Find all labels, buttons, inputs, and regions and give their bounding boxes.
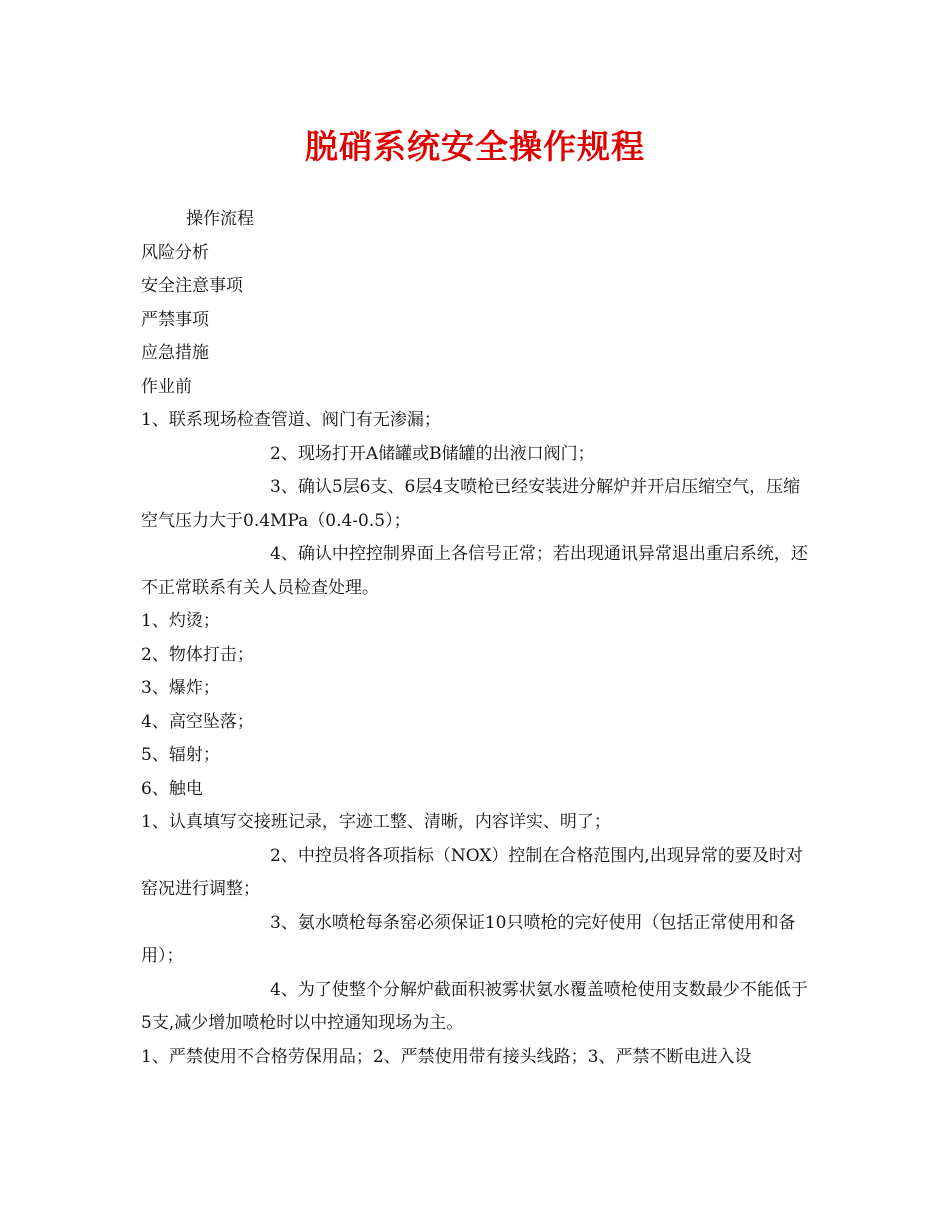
paragraph: 1、严禁使用不合格劳保用品；2、严禁使用带有接头线路；3、严禁不断电进入设 — [141, 1046, 752, 1067]
paragraph: 安全注意事项 — [141, 276, 243, 296]
paragraph: 5、辐射； — [141, 745, 220, 765]
document-title: 脱硝系统安全操作规程 — [305, 127, 645, 166]
paragraph: 3、氨水喷枪每条窑必须保证10只喷枪的完好使用（包括正常使用和备用）； — [141, 912, 796, 966]
paragraph: 4、确认中控控制界面上各信号正常；若出现通讯异常退出重启系统，还不正常联系有关人员检查处理。 — [141, 544, 808, 598]
paragraph: 1、联系现场检查管道、阀门有无渗漏； — [141, 410, 441, 430]
paragraph: 2、现场打开A储罐或B储罐的出液口阀门； — [270, 443, 595, 464]
paragraph: 4、高空坠落； — [141, 711, 254, 732]
paragraph: 严禁事项 — [141, 309, 209, 330]
paragraph: 6、触电 — [141, 778, 203, 799]
paragraph: 3、爆炸； — [141, 678, 220, 698]
paragraph: 2、物体打击； — [141, 644, 254, 665]
document-body — [141, 203, 811, 1074]
paragraph: 1、认真填写交接班记录，字迹工整、清晰，内容详实、明了； — [141, 812, 611, 832]
paragraph: 3、确认5层6支、6层4支喷枪已经安装进分解炉并开启压缩空气，压缩空气压力大于0.4MPa（0.4-0.5）； — [141, 477, 801, 531]
paragraph: 作业前 — [141, 376, 192, 397]
paragraph: 风险分析 — [141, 242, 209, 263]
paragraph: 操作流程 — [186, 209, 254, 229]
paragraph: 应急措施 — [141, 343, 209, 363]
paragraph: 2、中控员将各项指标（NOX）控制在合格范围内,出现异常的要及时对窑况进行调整； — [141, 845, 803, 899]
paragraph: 4、为了使整个分解炉截面积被雾状氨水覆盖喷枪使用支数最少不能低于5支,减少增加喷枪时以中控通知现场为主。 — [141, 979, 808, 1033]
paragraph: 1、灼烫； — [141, 611, 220, 631]
